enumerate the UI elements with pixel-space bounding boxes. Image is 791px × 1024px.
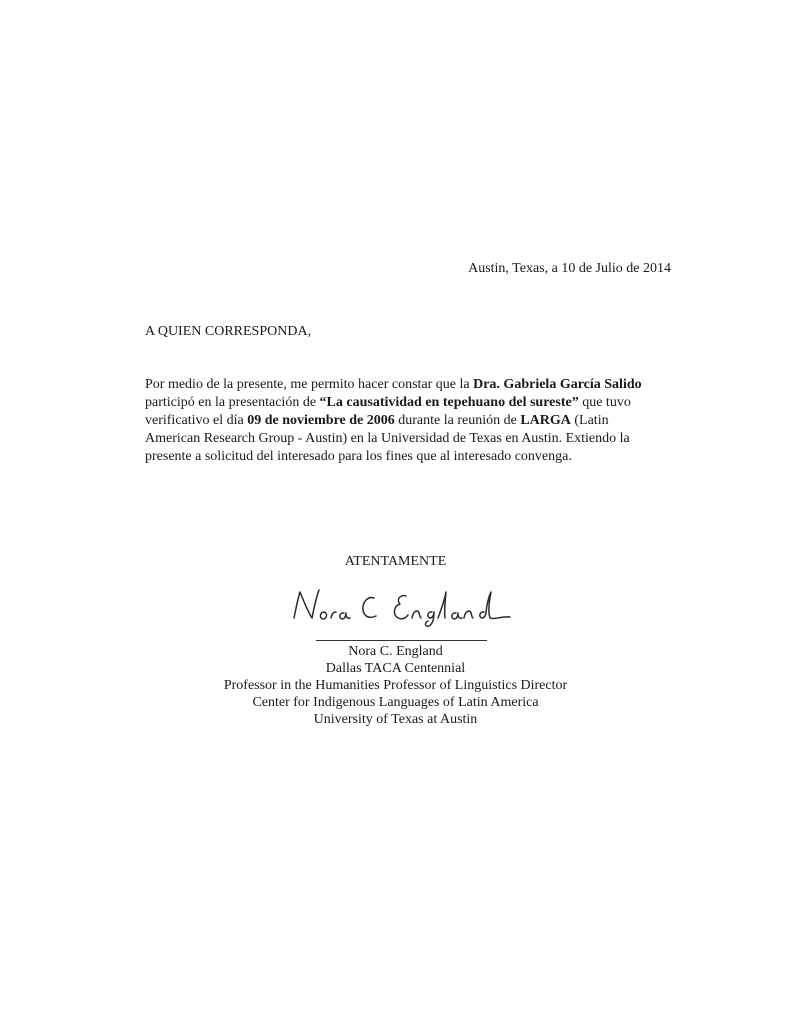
- group-name: LARGA: [520, 413, 571, 428]
- signatory-block: [0, 643, 791, 728]
- body-text-1: Por medio de la presente, me permito hacer constar que la: [145, 377, 474, 392]
- body-text-2: participó en la presentación de: [145, 395, 320, 410]
- body-text-5: (Latin American Research Group - Austin) en la Universidad de Texas en Austin. Extiendo la presente a solicitud del interesado para los fines que al interesado convenga.: [145, 413, 630, 464]
- honoree-name: Dra. Gabriela García Salido: [473, 377, 642, 392]
- signatory-title-line-4: University of Texas at Austin: [313, 712, 478, 727]
- closing: ATENTAMENTE: [344, 554, 447, 569]
- signatory-title-line-2: Professor in the Humanities Professor of Linguistics Director: [223, 678, 568, 693]
- salutation: A QUIEN CORRESPONDA,: [145, 324, 312, 339]
- presentation-title: “La causatividad en tepehuano del sureste”: [319, 395, 579, 410]
- date-line: Austin, Texas, a 10 de Julio de 2014: [468, 261, 671, 276]
- signatory-name: Nora C. England: [348, 644, 443, 659]
- handwritten-signature: [288, 584, 518, 628]
- signatory-title-line-1: Dallas TACA Centennial: [325, 661, 466, 676]
- body-text-3: que tuvo verificativo el día: [145, 395, 631, 428]
- signatory-title-line-3: Center for Indigenous Languages of Latin America: [252, 695, 539, 710]
- presentation-date: 09 de noviembre de 2006: [247, 413, 395, 428]
- signature-line: [316, 640, 487, 641]
- letter-body: [145, 376, 665, 466]
- body-text-4: durante la reunión de: [394, 413, 521, 428]
